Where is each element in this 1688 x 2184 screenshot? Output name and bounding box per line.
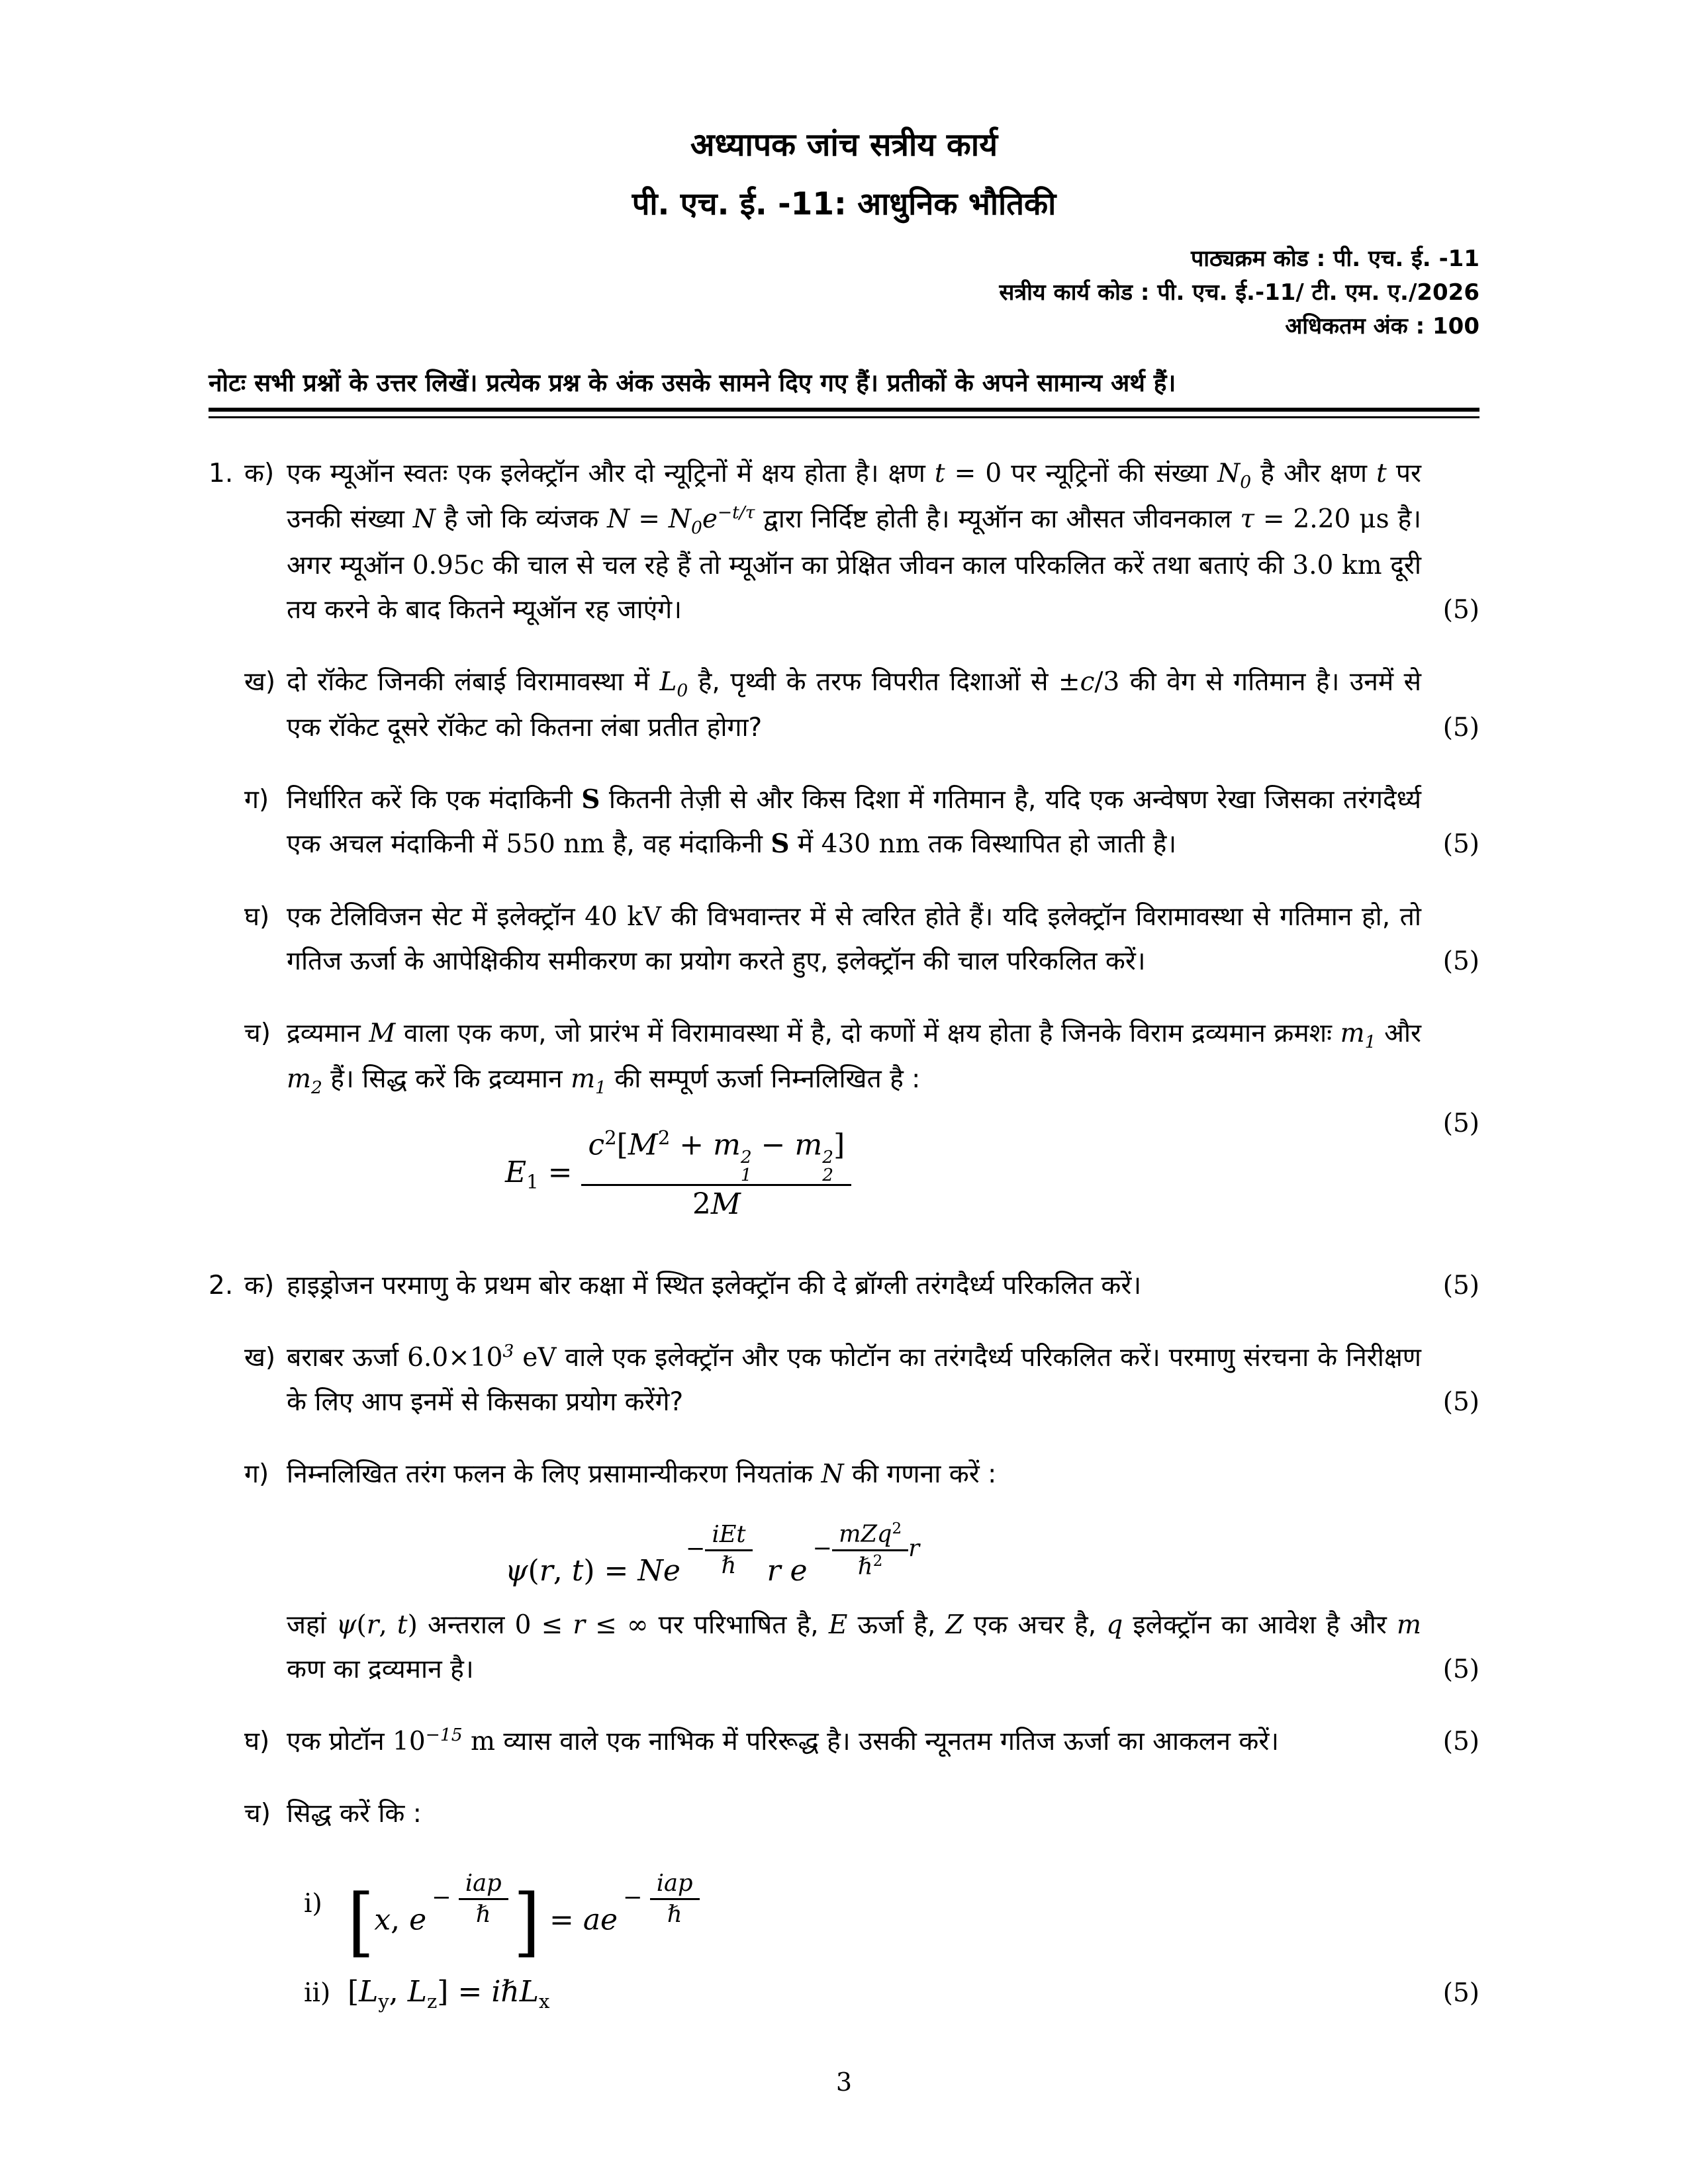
question-part [209,895,1479,983]
math-subscript: 1 [526,1170,539,1193]
display-formula [505,1126,1421,1223]
math-fraction [705,1520,752,1580]
text-run: N [607,504,630,535]
math-token: L [407,1974,427,2009]
text-run: हैं। सिद्ध करें कि द्रव्यमान [322,1064,571,1095]
sub-item-label: i) [304,1888,322,1919]
math-subscript: y [378,1989,389,2013]
display-formula: [x, e− iap ℏ ] = ae− iap ℏ [348,1869,705,1938]
part-label: ग) [244,1459,269,1490]
part-body [287,1336,1421,1424]
part-marks: (5) [1442,1108,1479,1138]
text-run: 10 [393,1726,426,1756]
text-run: t [934,459,945,488]
text-run: m [462,1726,496,1756]
part-body [287,451,1421,632]
text-run: S [771,829,790,860]
questions [209,451,1479,2016]
part-text [287,778,1421,866]
math-subscript: 2 [822,1164,834,1185]
part-label: ख) [244,1343,276,1373]
part-label: घ) [244,1726,270,1756]
text-run: t [397,1610,408,1640]
text-run: पर न्यूट्रिनों की संख्या [1002,459,1218,488]
math-token: ] = [437,1974,492,2009]
text-run: c [1080,666,1095,697]
math-token: ℏ [667,1900,682,1928]
part-text [287,1792,1421,1836]
text-run: जहां [287,1610,336,1640]
question-part [209,451,1479,632]
course-subtitle: पी. एच. ई. -11: आधुनिक भौतिकी [632,186,1056,222]
part-marks: (5) [1442,829,1479,860]
part-text [287,451,1421,632]
part-text [287,895,1421,983]
math-token: , [389,1974,408,2009]
fraction-numerator [650,1869,700,1898]
display-formula [348,1974,549,2013]
text-run: है। अगर म्यूऑन [287,504,1422,580]
part-text [287,1603,1421,1692]
math-token: ) = [583,1554,638,1588]
text-run: 0 [690,518,702,539]
text-run: है और क्षण [1251,459,1377,488]
text-run: 3.0 km [1292,550,1382,580]
text-run: N [668,504,691,535]
math-token: = [539,1903,583,1937]
text-run: = 0 [945,459,1002,488]
fraction-denominator [832,1549,908,1582]
math-token: c [588,1128,605,1162]
part-label: क) [244,1271,275,1301]
math-subsup [822,1149,833,1184]
math-token: mZq [839,1521,892,1549]
text-run: 0 ≤ [514,1610,573,1640]
question-number: 2. [209,1271,234,1301]
question-number: 1. [209,459,234,488]
text-run: r [366,1610,379,1640]
text-run: 0 [1240,471,1252,492]
text-run: है, वह मंदाकिनी [604,829,771,860]
text-run: पर उनकी संख्या [287,459,1421,535]
math-fraction [581,1126,851,1223]
question-number [209,778,244,866]
question-number [209,895,244,983]
max-marks-line: अधिकतम अंक : 100 [1285,313,1479,340]
math-fraction [832,1519,908,1581]
text-run: −t/τ [717,502,755,523]
math-token: − [751,1128,795,1162]
math-token: r [539,1554,553,1588]
text-run: इलेक्ट्रॉन का आवेश है और [1123,1610,1397,1640]
math-exponent [686,1520,753,1580]
course-codes [209,242,1479,343]
text-run: तक विस्थापित हो जाती है। [919,829,1177,860]
text-run: व्यास वाले एक नाभिक में परिरूद्ध है। उसकी न्यूनतम गतिज ऊर्जा का आकलन करें। [495,1726,1280,1756]
text-run: N [1217,459,1241,488]
text-run: q [1106,1610,1123,1640]
fraction-numerator [459,1869,508,1898]
math-subscript: 1 [740,1164,752,1185]
text-run: है, पृथ्वी के तरफ विपरीत दिशाओं से [688,666,1058,697]
text-run: τ [1240,504,1254,535]
part-label: ख) [244,666,276,697]
text-run: t [1376,459,1387,488]
math-token: − [685,1535,706,1563]
math-token: m [713,1128,741,1162]
math-token: iEt [712,1521,746,1549]
math-token: + [670,1128,714,1162]
text-run: एक अचर है, [963,1610,1107,1640]
text-run: 550 nm [506,829,605,860]
math-exponent [432,1869,508,1929]
math-token: t [571,1554,584,1588]
text-run: ≤ ∞ [585,1610,649,1640]
text-run: पर परिभाषित है, [648,1610,829,1640]
sub-item-label: ii) [304,1978,331,2009]
math-fraction [459,1869,508,1929]
math-fraction [650,1869,700,1929]
math-subscript: x [538,1989,550,2013]
part-marks: (5) [1442,594,1479,625]
part-marks: (5) [1442,1726,1479,1756]
text-run: 1 [595,1077,606,1098]
text-run: वाले एक इलेक्ट्रॉन और एक फोटॉन का तरंगदैर्ध्य परिकलित करें। परमाणु संरचना के निरीक्षण के लिए आप इनमें से किसका प्रयोग करेंगे? [287,1343,1421,1418]
text-run: की सम्पूर्ण ऊर्जा निम्नलिखित है : [606,1064,921,1095]
text-run: m [1397,1610,1421,1640]
math-token: e [409,1903,427,1937]
math-token: iap [656,1869,693,1897]
text-run: −15 [425,1724,463,1745]
course-code-line: पाठ्यक्रम कोड : पी. एच. ई. -11 [1190,246,1479,272]
part-body [287,660,1421,750]
part-text [287,1452,1421,1496]
text-run: m [571,1064,596,1095]
math-token: ] [833,1128,845,1162]
fraction-denominator [650,1898,700,1929]
text-run: ( [356,1610,367,1640]
text-run: = [630,504,669,535]
math-token: r [908,1535,920,1563]
text-run: ) [407,1610,418,1640]
text-run: 6.0×10 [407,1343,503,1373]
fraction-numerator [705,1520,752,1549]
part-text [287,1719,1421,1764]
part-body [287,1452,1421,1691]
text-run: ± [1058,666,1080,697]
text-run: की विभवान्तर में से त्वरित होते हैं। यदि इलेक्ट्रॉन विरामावस्था से गतिमान हो, तो गतिज ऊर्जा के आपेक्षिकीय समीकरण का प्रयोग करते हुए, इलेक्ट्रॉन की चाल परिकलित करें। [287,901,1421,976]
math-exponent [623,1869,699,1929]
math-exponent [813,1519,919,1581]
math-token: L [359,1974,379,2009]
question-part [209,1263,1479,1308]
math-token: E [505,1155,527,1189]
math-subsup [741,1149,752,1184]
text-run: एक म्यूऑन स्वतः एक इलेक्ट्रॉन और दो न्यूट्रिनों में क्षय होता है। क्षण [287,459,935,488]
text-run: 430 nm [821,829,920,860]
question-part [209,1336,1479,1424]
text-run: eV [514,1343,557,1373]
display-formula [505,1519,1421,1589]
text-run: दूरी तय करने के बाद कितने म्यूऑन रह जाएंगे। [287,550,1421,625]
text-run: निर्धारित करें कि एक मंदाकिनी [287,785,582,815]
text-run: है जो कि व्यंजक [435,504,608,535]
fraction-denominator [581,1184,851,1222]
text-run: S [581,784,600,815]
fraction-numerator [581,1126,851,1185]
part-marks: (5) [1442,1978,1479,2009]
part-body [287,895,1421,983]
text-run: और [1376,1018,1421,1048]
math-token: 2 [692,1187,711,1222]
math-superscript: 2 [740,1147,752,1168]
text-run: की चाल से चल रहे हैं तो म्यूऑन का प्रेक्षित जीवन काल परिकलित करें तथा बताएं की [484,550,1293,580]
text-run: L [659,666,677,697]
assignment-code-line: सत्रीय कार्य कोड : पी. एच. ई.-11/ टी. एम. ए./2026 [999,279,1479,306]
math-token: iℏL [491,1974,539,2009]
math-subscript: z [427,1989,438,2013]
text-run: दो रॉकेट जिनकी लंबाई विरामावस्था में [287,666,660,697]
text-run: वाला एक कण, जो प्रारंभ में विरामावस्था में है, दो कणों में क्षय होता है जिनके विराम द्रव्यमान क्रमशः [395,1018,1340,1048]
question-number [209,1792,244,2016]
text-run: e [702,504,718,535]
part-body [287,1011,1421,1236]
text-run: कण का द्रव्यमान है। [287,1654,474,1684]
math-token: , [391,1903,410,1937]
math-superscript: 2 [892,1520,902,1538]
fraction-denominator [705,1549,752,1580]
math-token: ℏ [857,1553,873,1580]
math-token: ψ [505,1554,528,1588]
text-run: = 2.20 μs [1254,504,1389,535]
part-text [287,1011,1421,1103]
text-run: एक टेलिविजन सेट में इलेक्ट्रॉन [287,901,585,932]
math-token: [ [616,1128,628,1162]
part-body [287,1263,1421,1308]
text-run: Z [945,1610,964,1640]
part-label: ग) [244,785,269,815]
math-token: m [794,1128,823,1162]
text-run: ऊर्जा है, [847,1610,946,1640]
text-run: अन्तराल [417,1610,515,1640]
part-text [287,1336,1421,1424]
text-run: बराबर ऊर्जा [287,1343,408,1373]
text-run: 3 [502,1341,514,1362]
text-run: M [369,1018,396,1048]
text-run: 1 [1364,1031,1376,1052]
part-body [287,778,1421,866]
text-run: N [412,504,436,535]
math-token: iap [465,1869,502,1897]
text-run: , [379,1610,397,1640]
question-part [209,1719,1479,1764]
question-part [209,778,1479,866]
part-label: च) [244,1798,271,1829]
text-run: एक प्रोटॉन [287,1726,393,1756]
math-token: − [432,1884,459,1911]
text-run: द्रव्यमान [287,1018,369,1048]
text-run: N [821,1459,844,1490]
question-part [209,1792,1479,2016]
text-run: 40 kV [585,901,662,932]
math-token: ℏ [721,1552,737,1580]
question-number [209,1336,244,1424]
fraction-denominator [459,1898,508,1929]
question-part [209,660,1479,750]
question-number [209,660,244,750]
text-run: की गणना करें : [843,1459,997,1490]
part-marks: (5) [1442,1271,1479,1301]
math-token: − [812,1535,833,1563]
text-run: की वेग से गतिमान है। उनमें से एक रॉकेट दूसरे रॉकेट को कितना लंबा प्रतीत होगा? [287,666,1421,743]
math-token: M [628,1128,658,1162]
text-run: m [1340,1018,1365,1048]
math-token: r e [757,1554,808,1588]
part-marks: (5) [1442,1387,1479,1418]
part-marks: (5) [1442,1654,1479,1684]
part-marks: (5) [1442,946,1479,976]
math-token: − [623,1884,650,1911]
divider [209,408,1479,418]
question-number [209,1452,244,1691]
math-token: ℏ [475,1900,491,1928]
text-run: द्वारा निर्दिष्ट होती है। म्यूऑन का औसत जीवनकाल [755,504,1241,535]
math-token: ae [583,1903,618,1937]
sub-item [287,1869,1421,1966]
text-run: सिद्ध करें कि : [287,1798,422,1829]
page-number: 3 [835,2068,853,2097]
part-label: घ) [244,901,270,932]
part-label: क) [244,459,275,488]
math-token: , [553,1554,572,1588]
part-label: च) [244,1018,271,1048]
fraction-numerator [832,1519,908,1549]
math-token: x [374,1903,391,1937]
part-marks: (5) [1442,713,1479,743]
text-run: r [573,1610,586,1640]
question-number [209,1719,244,1764]
question-number [209,1011,244,1236]
math-superscript: 2 [872,1552,883,1570]
math-token: ( [528,1554,539,1588]
question-part [209,1011,1479,1236]
text-run: हाइड्रोजन परमाणु के प्रथम बोर कक्षा में स्थित इलेक्ट्रॉन की दे ब्रॉग्ली तरंगदैर्ध्य परिकलित करें। [287,1271,1142,1301]
math-token: M [710,1187,741,1222]
part-body [287,1792,1421,2016]
math-token: Ne [637,1554,680,1588]
text-run: 0 [677,680,688,701]
text-run: कितनी तेज़ी से और किस दिशा में गतिमान है, यदि एक अन्वेषण रेखा जिसका तरंगदैर्ध्य एक अचल मंदाकिनी में [287,785,1421,860]
math-token: = [538,1155,582,1189]
math-token: [ [348,1974,359,2009]
text-run: /3 [1094,666,1120,697]
text-run: निम्नलिखित तरंग फलन के लिए प्रसामान्यीकरण नियतांक [287,1459,821,1490]
sub-item [287,1971,1421,2015]
text-run: 2 [310,1077,322,1098]
text-run: E [828,1610,848,1640]
text-run: में [789,829,821,860]
text-run: ψ [336,1610,357,1640]
page-title: अध्यापक जांच सत्रीय कार्य [690,126,998,163]
math-superscript: 2 [657,1126,671,1149]
math-superscript: 2 [604,1126,617,1149]
question-part [209,1452,1479,1691]
instructions-note: नोटः सभी प्रश्नों के उत्तर लिखें। प्रत्येक प्रश्न के अंक उसके सामने दिए गए हैं। प्रतीकों के अपने सामान्य अर्थ हैं। [209,369,1176,397]
part-body [287,1719,1421,1764]
math-superscript: 2 [822,1147,834,1168]
part-text [287,660,1421,750]
text-run: m [287,1064,311,1095]
text-run: 0.95c [412,550,485,580]
part-text [287,1263,1421,1308]
